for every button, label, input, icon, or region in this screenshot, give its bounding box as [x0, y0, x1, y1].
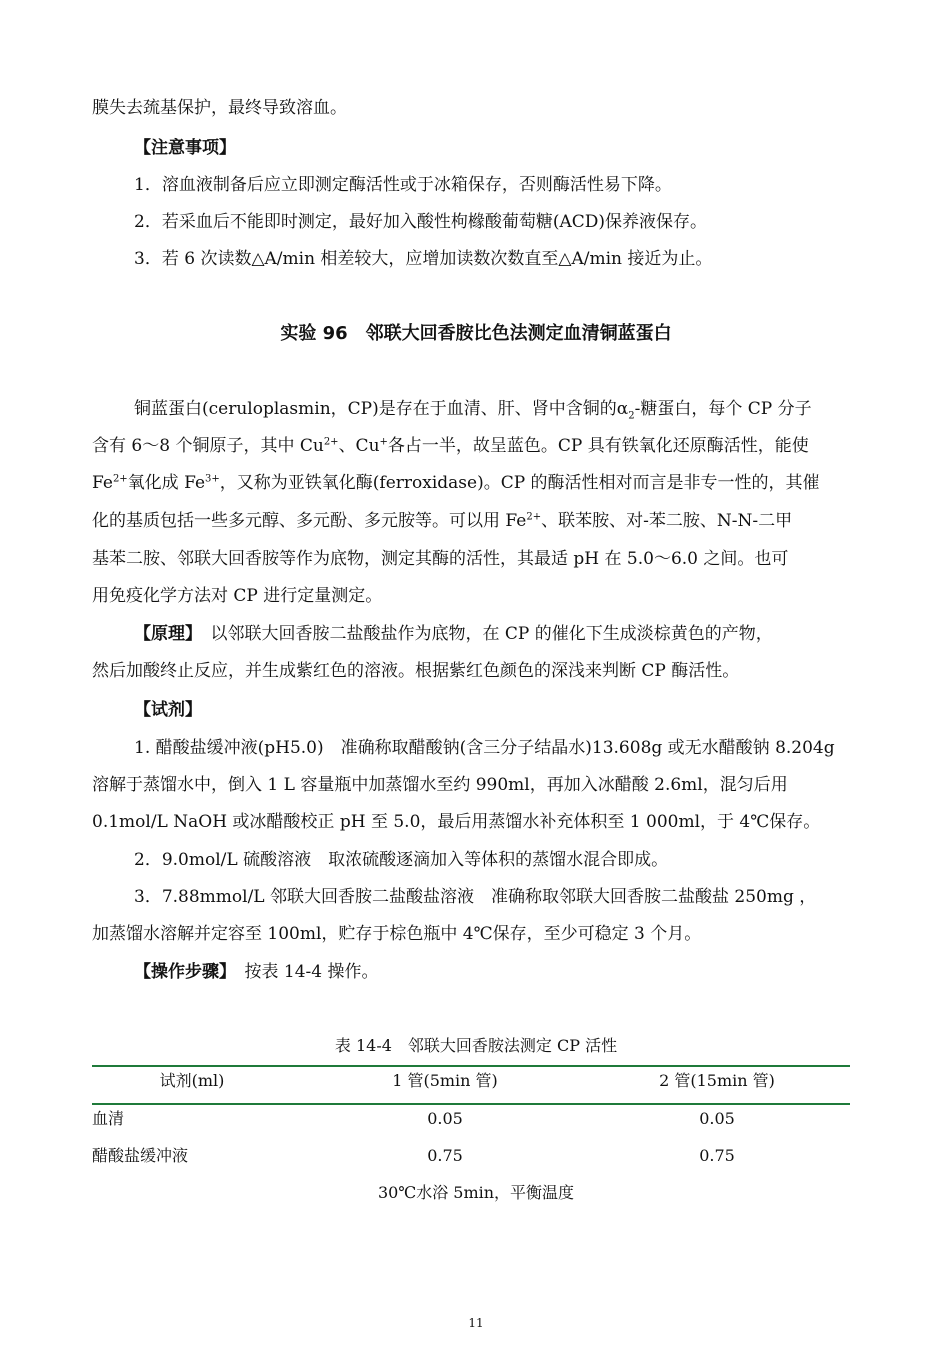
reagent-line: 2．9.0mol/L 硫酸溶液 取浓硫酸逐滴加入等体积的蒸馏水混合即成。 [134, 850, 669, 870]
table-cell: 醋酸盐缓冲液 [92, 1146, 189, 1165]
table-header-cell: 1 管(5min 管) [392, 1071, 498, 1090]
paragraph-line: $Fe^{2+}$氧化成 $Fe^{3+}$，又称为亚铁氧化酶(ferroxidase)。CP 的酶活性相对而言是非专一性的，其催 [92, 473, 820, 493]
table-cell: 0.05 [699, 1109, 735, 1128]
experiment-title: 实验 96 邻联大回香胺比色法测定血清铜蓝蛋白 [280, 323, 672, 344]
reagents-heading: 【试剂】 [134, 700, 202, 720]
reagent-line: 加蒸馏水溶解并定容至 100ml，贮存于棕色瓶中 4℃保存，至少可稳定 3 个月。 [92, 924, 702, 944]
reagent-line: 溶解于蒸馏水中，倒入 1 L 容量瓶中加蒸馏水至约 990ml，再加入冰醋酸 2.6ml，混匀后用 [92, 775, 788, 795]
table-cell: 0.75 [699, 1146, 735, 1165]
paragraph-line: 铜蓝蛋白(ceruloplasmin，CP)是存在于血清、肝、肾中含铜的$\alpha_2-$糖蛋白，每个 CP 分子 [134, 399, 812, 421]
note-item-3: 3．若 6 次读数△A/min 相差较大，应增加读数次数直至△A/min 接近为止。 [134, 249, 713, 269]
procedure-line: 【操作步骤】 按表 14-4 操作。 [134, 962, 379, 982]
principle-heading: 【原理】 [134, 624, 194, 644]
paragraph-line: 含有 6～8 个铜原子，其中 $Cu^{2+}$、Cu+各占一半，故呈蓝色。CP 具有铁氧化还原酶活性，能使 [92, 436, 809, 456]
paragraph-line: 化的基质包括一些多元醇、多元酚、多元胺等。可以用 $Fe^{2+}$、联苯胺、对-苯二胺、N-N-二甲 [92, 511, 793, 531]
table-note: 30℃水浴 5min，平衡温度 [377, 1183, 575, 1202]
intro-text: 膜失去巯基保护，最终导致溶血。 [92, 98, 347, 118]
reagent-line: 3．7.88mmol/L 邻联大回香胺二盐酸盐溶液 准确称取邻联大回香胺二盐酸盐 250mg ， [134, 887, 817, 907]
table-cell: 血清 [92, 1109, 125, 1128]
reagent-line: 1. 醋酸盐缓冲液(pH5.0) 准确称取醋酸钠(含三分子结晶水)13.608g 或无水醋酸钠 8.204g [134, 738, 835, 758]
table-header-rule [92, 1103, 850, 1105]
principle-line: 然后加酸终止反应，并生成紫红色的溶液。根据紫红色颜色的深浅来判断 CP 酶活性。 [92, 661, 740, 681]
procedure-heading: 【操作步骤】 [134, 962, 228, 982]
note-item-1: 1．溶血液制备后应立即测定酶活性或于冰箱保存，否则酶活性易下降。 [134, 175, 672, 195]
table-caption: 表 14-4 邻联大回香胺法测定 CP 活性 [334, 1036, 618, 1055]
paragraph-line: 用免疫化学方法对 CP 进行定量测定。 [92, 586, 383, 606]
table-cell: 0.05 [427, 1109, 463, 1128]
table-top-rule [92, 1065, 850, 1067]
table-cell: 0.75 [427, 1146, 463, 1165]
note-item-2: 2．若采血后不能即时测定，最好加入酸性枸橼酸葡萄糖(ACD)保养液保存。 [134, 212, 707, 232]
paragraph-line: 基苯二胺、邻联大回香胺等作为底物，测定其酶的活性，其最适 pH 在 5.0～6.0 之间。也可 [92, 549, 789, 569]
reagent-line: 0.1mol/L NaOH 或冰醋酸校正 pH 至 5.0，最后用蒸馏水补充体积至 1 000ml，于 4℃保存。 [92, 812, 821, 832]
notes-heading: 【注意事项】 [134, 138, 236, 158]
table-header-cell: 2 管(15min 管) [659, 1071, 775, 1090]
principle-line: 【原理】 以邻联大回香胺二盐酸盐作为底物，在 CP 的催化下生成淡棕黄色的产物， [134, 624, 773, 644]
table-header-cell: 试剂(ml) [159, 1071, 225, 1090]
page-number: 11 [468, 1316, 484, 1330]
